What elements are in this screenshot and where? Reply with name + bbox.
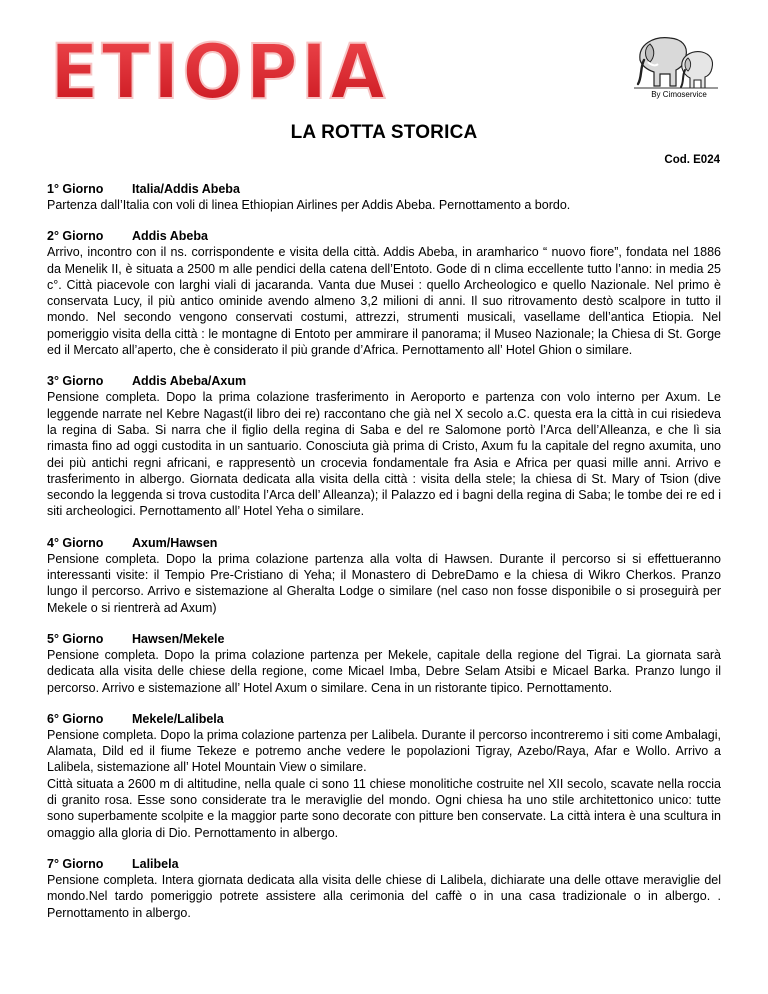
day-paragraph: Pensione completa. Intera giornata dedicata alla visita delle chiese di Lalibela, dichiarate una delle ottave meraviglie del mondo.Nel tardo pomeriggio potrete assistere alla cerimonia del caffè o in una casa tradizionale o in albergo. . Pernottamento in albergo. bbox=[47, 872, 721, 920]
day-description bbox=[47, 872, 721, 921]
day-paragraph: Partenza dall’Italia con voli di linea Ethiopian Airlines per Addis Abeba. Pernottamento a bordo. bbox=[47, 198, 571, 212]
day-description bbox=[47, 244, 721, 358]
tour-code: Cod. E024 bbox=[664, 154, 720, 166]
day-number: 3° Giorno bbox=[47, 374, 104, 389]
day-destination: Lalibela bbox=[132, 856, 179, 871]
day-description bbox=[47, 727, 721, 841]
elephants-icon bbox=[630, 30, 720, 90]
day-description bbox=[47, 197, 721, 213]
day-description bbox=[47, 551, 721, 616]
day-heading bbox=[47, 228, 721, 244]
day-number: 7° Giorno bbox=[47, 856, 104, 871]
day-destination: Axum/Hawsen bbox=[132, 535, 218, 550]
day-paragraph: Pensione completa. Dopo la prima colazione trasferimento in Aeroporto e partenza con volo interno per Axum. Le leggende narrate nel Kebre Nagast(il libro dei re) raccontano che già nel X secolo a.C. questa era la città in cui risiedeva la regina di Saba. Si narra che il figlio della regina di Saba e del re Salomone portò l’Arca dell’Alleanza, e che lì sia rimasta fino ad oggi custodita in un santuario. Conosciuta già prima di Cristo, Axum fu la capitale del regno axumita, uno dei più antichi regni africani, e rappresentò un crocevia fondamentale fra Asia e Africa per quasi mille anni. Arrivo e trasferimento in albergo. Giornata dedicata alla visita della città : visita della stele; la chiesa di St. Mary of Tsion (dive secondo la leggenda si trova custodita l’Arca dell’ Alleanza); il Palazzo ed i bagni della regina di Saba; le tombe dei re ed i siti archeologici. Pernottamento all’ Hotel Yeha o similare. bbox=[47, 390, 721, 519]
etiopia-logo bbox=[47, 36, 392, 106]
day-destination: Addis Abeba bbox=[132, 229, 208, 244]
itinerary-day bbox=[47, 373, 721, 519]
day-number: 2° Giorno bbox=[47, 229, 104, 244]
day-paragraph: Città situata a 2600 m di altitudine, nella quale ci sono 11 chiese monolitiche costruite nel XII secolo, scavate nella roccia di granito rosa. Esse sono considerate tra le meraviglie del mondo. Ogni chiesa ha uno stile architettonico unico: tutte sono superbamente scolpite e la maggior parte sono decorate con pitture ben conservate. La città intera è una scultura in omaggio alla gloria di Dio. Pernottamento in albergo. bbox=[47, 776, 721, 840]
day-destination: Addis Abeba/Axum bbox=[132, 374, 247, 389]
day-heading bbox=[47, 856, 721, 872]
day-paragraph: Pensione completa. Dopo la prima colazione partenza alla volta di Hawsen. Durante il percorso si si effettueranno interessanti visite: il Tempio Pre-Cristiano di Yeha; il Monastero di DebreDamo e la chiesa di Wikro Cherkos. Pranzo lungo il percorso. Arrivo e sistemazione al Gheralta Lodge o similare (nel caso non fosse disponibile o si proseguirà per Mekele o si rientrerà ad Axum) bbox=[47, 551, 721, 615]
itinerary-day bbox=[47, 228, 721, 358]
day-heading bbox=[47, 711, 721, 727]
day-destination: Mekele/Lalibela bbox=[132, 711, 224, 726]
day-number: 5° Giorno bbox=[47, 631, 104, 646]
itinerary-day bbox=[47, 181, 721, 213]
etiopia-logo-text: ETIOPIA bbox=[50, 36, 388, 106]
day-description bbox=[47, 389, 721, 519]
day-heading bbox=[47, 631, 721, 647]
itinerary-day bbox=[47, 856, 721, 921]
day-number: 6° Giorno bbox=[47, 711, 104, 726]
day-paragraph: Pensione completa. Dopo la prima colazione partenza per Lalibela. Durante il percorso incontreremo i siti come Ambalagi, Alamata, Dild ed il fiume Tekeze e potremo anche vedere le popolazioni Tigray, Azebo/Raya, Afar e Wollo. Arrivo a Lalibela, sistemazione all’ Hotel Mountain View o similare. bbox=[47, 727, 721, 775]
itinerary-day bbox=[47, 535, 721, 616]
day-heading bbox=[47, 535, 721, 551]
itinerary-day bbox=[47, 711, 721, 841]
day-destination: Italia/Addis Abeba bbox=[132, 182, 240, 196]
day-paragraph: Pensione completa. Dopo la prima colazione partenza per Mekele, capitale della regione del Tigrai. La giornata sarà dedicata alla visita delle chiese della regione, come Micael Imba, Debre Selam Atsibi e Micael Barka. Pranzo lungo il percorso. Arrivo e sistemazione all’ Hotel Axum o similare. Cena in un ristorante tipico. Pernottamento. bbox=[47, 647, 721, 695]
emblem-caption: By Cimoservice bbox=[651, 90, 707, 99]
cimoservice-emblem bbox=[630, 30, 720, 105]
etiopia-logo-graphic bbox=[47, 36, 392, 106]
day-paragraph: Arrivo, incontro con il ns. corrispondente e visita della città. Addis Abeba, in aramharico “ nuovo fiore”, fondata nel 1886 da Menelik II, è situata a 2500 m alle pendici della catena dell’Entoto. Gode di n clima eccellente tutto l’anno: in media 25 c°. Città piacevole con larghi viali di jacaranda. Vanta due Musei : quello Archeologico e quello Nazionale. Nel primo è conservata Lucy, il più antico ominide avendo almeno 3,2 milioni di anni. Il suo ritrovamento destò scalpore in tutto il mondo. Nel secondo vengono conservati costumi, attrezzi, strumenti musicali, vasellame dell’antica Etiopia. Nel pomeriggio visita della città : le montagne di Entoto per ammirare il panorama; il Museo Nazionale; la Chiesa di St. Gorge ed il Mercato all’aperto, che è considerato il più grande d’Africa. Pernottamento all’ Hotel Ghion o similare. bbox=[47, 245, 721, 358]
day-heading bbox=[47, 181, 721, 197]
day-number: 1° Giorno bbox=[47, 182, 104, 196]
itinerary-day bbox=[47, 631, 721, 696]
itinerary bbox=[47, 181, 721, 936]
document-title: LA ROTTA STORICA bbox=[290, 122, 478, 143]
day-heading bbox=[47, 373, 721, 389]
day-description bbox=[47, 647, 721, 696]
day-number: 4° Giorno bbox=[47, 535, 104, 550]
day-destination: Hawsen/Mekele bbox=[132, 631, 225, 646]
